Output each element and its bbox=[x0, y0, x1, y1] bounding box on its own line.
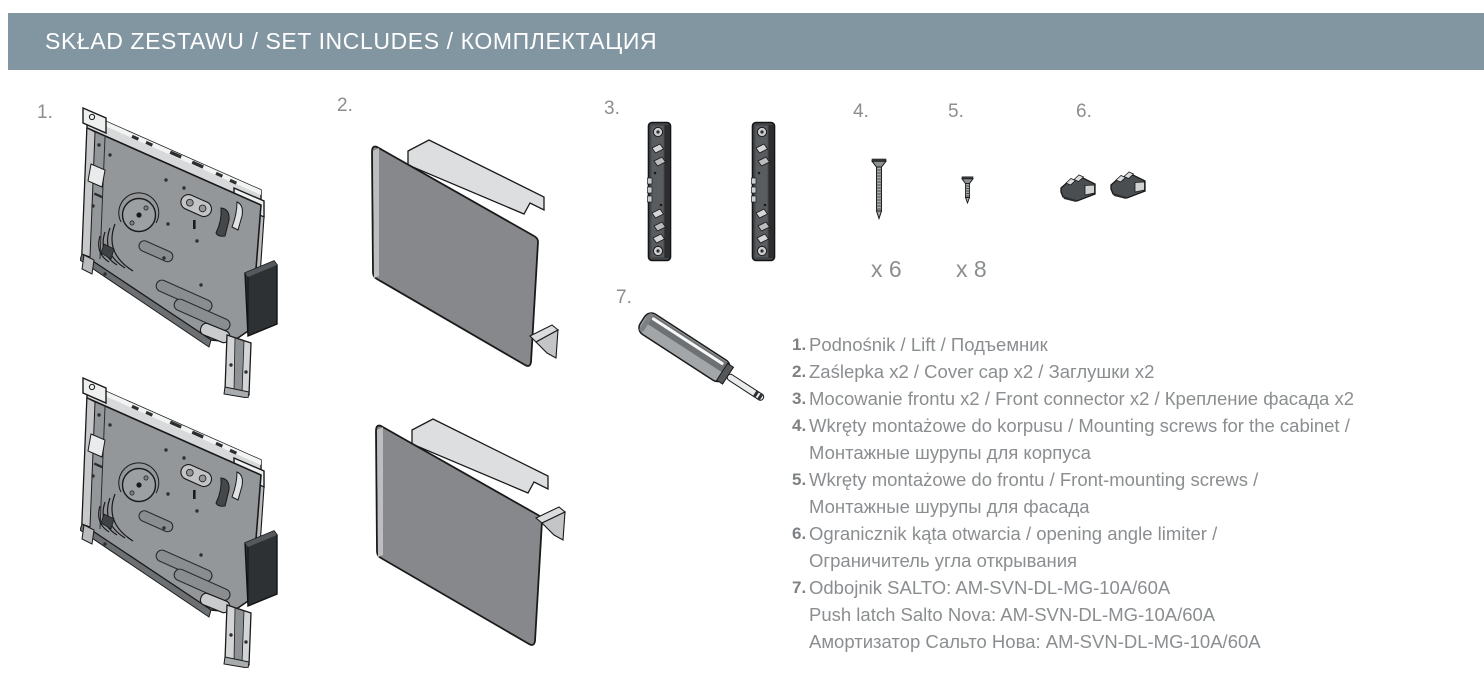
angle-limiter-icon bbox=[1058, 173, 1098, 203]
legend-number: 7. bbox=[792, 578, 807, 597]
legend-line: Монтажные шурупы для корпуса bbox=[809, 442, 1091, 463]
part-label-3: 3. bbox=[604, 98, 620, 119]
legend-line: Odbojnik SALTO: AM-SVN-DL-MG-10A/60A bbox=[809, 577, 1171, 598]
part-label-7: 7. bbox=[616, 287, 632, 308]
legend-line: Амортизатор Сальто Нова: AM-SVN-DL-MG-10A/60A bbox=[809, 631, 1261, 652]
legend-item-3 bbox=[792, 385, 1472, 412]
lift-drawing-1 bbox=[80, 106, 280, 398]
section-header bbox=[8, 13, 1484, 70]
legend-line: Podnośnik / Lift / Подъемник bbox=[809, 334, 1048, 355]
quantity-label-front-screws: x 8 bbox=[956, 256, 987, 282]
legend-line: Zaślepka x2 / Cover cap x2 / Заглушки x2 bbox=[809, 361, 1155, 382]
front-connector-drawing-1 bbox=[647, 121, 674, 262]
legend-item-7 bbox=[792, 574, 1472, 655]
lift-mechanism-icon bbox=[80, 376, 280, 668]
legend-number: 3. bbox=[792, 389, 807, 408]
legend-line: Монтажные шурупы для фасада bbox=[809, 496, 1090, 517]
legend-line: Ограничитель угла открывания bbox=[809, 550, 1078, 571]
legend-number: 4. bbox=[792, 416, 807, 435]
angle-limiter-drawing-2 bbox=[1108, 170, 1148, 200]
section-title: SKŁAD ZESTAWU / SET INCLUDES / КОМПЛЕКТАЦИЯ bbox=[45, 28, 658, 54]
lift-drawing-2 bbox=[80, 376, 280, 668]
legend-line: Wkręty montażowe do frontu / Front-mounting screws / bbox=[809, 469, 1259, 490]
cabinet-screw-drawing bbox=[871, 158, 887, 220]
legend-item-6 bbox=[792, 520, 1472, 574]
legend-item-2 bbox=[792, 358, 1472, 385]
quantity-label-cabinet-screws: x 6 bbox=[871, 256, 902, 282]
legend-item-1 bbox=[792, 331, 1472, 358]
angle-limiter-icon bbox=[1108, 170, 1148, 200]
front-connector-icon bbox=[751, 121, 778, 262]
legend-number: 5. bbox=[792, 470, 807, 489]
legend-line: Mocowanie frontu x2 / Front connector x2 / Крепление фасада x2 bbox=[809, 388, 1355, 409]
cover-cap-drawing-1 bbox=[368, 137, 564, 371]
part-label-1: 1. bbox=[37, 102, 53, 123]
legend-item-5 bbox=[792, 466, 1472, 520]
screw-icon bbox=[961, 176, 974, 204]
legend-number: 1. bbox=[792, 335, 807, 354]
parts-legend bbox=[792, 331, 1472, 655]
legend-number: 6. bbox=[792, 524, 807, 543]
front-connector-drawing-2 bbox=[751, 121, 778, 262]
push-latch-icon bbox=[636, 302, 788, 404]
legend-number: 2. bbox=[792, 362, 807, 381]
part-label-6: 6. bbox=[1076, 101, 1092, 122]
front-connector-icon bbox=[647, 121, 674, 262]
part-label-2: 2. bbox=[337, 95, 353, 116]
cover-cap-icon bbox=[368, 137, 564, 371]
part-label-4: 4. bbox=[853, 101, 869, 122]
push-latch-drawing bbox=[636, 302, 788, 404]
front-screw-drawing bbox=[961, 176, 974, 204]
legend-line: Ogranicznik kąta otwarcia / opening angle limiter / bbox=[809, 523, 1218, 544]
part-label-5: 5. bbox=[948, 101, 964, 122]
legend-item-4 bbox=[792, 412, 1472, 466]
cover-cap-icon bbox=[372, 416, 568, 650]
lift-mechanism-icon bbox=[80, 106, 280, 398]
angle-limiter-drawing-1 bbox=[1058, 173, 1098, 203]
legend-line: Wkręty montażowe do korpusu / Mounting screws for the cabinet / bbox=[809, 415, 1350, 436]
screw-icon bbox=[871, 158, 887, 220]
legend-line: Push latch Salto Nova: AM-SVN-DL-MG-10A/60A bbox=[809, 604, 1216, 625]
cover-cap-drawing-2 bbox=[372, 416, 568, 650]
